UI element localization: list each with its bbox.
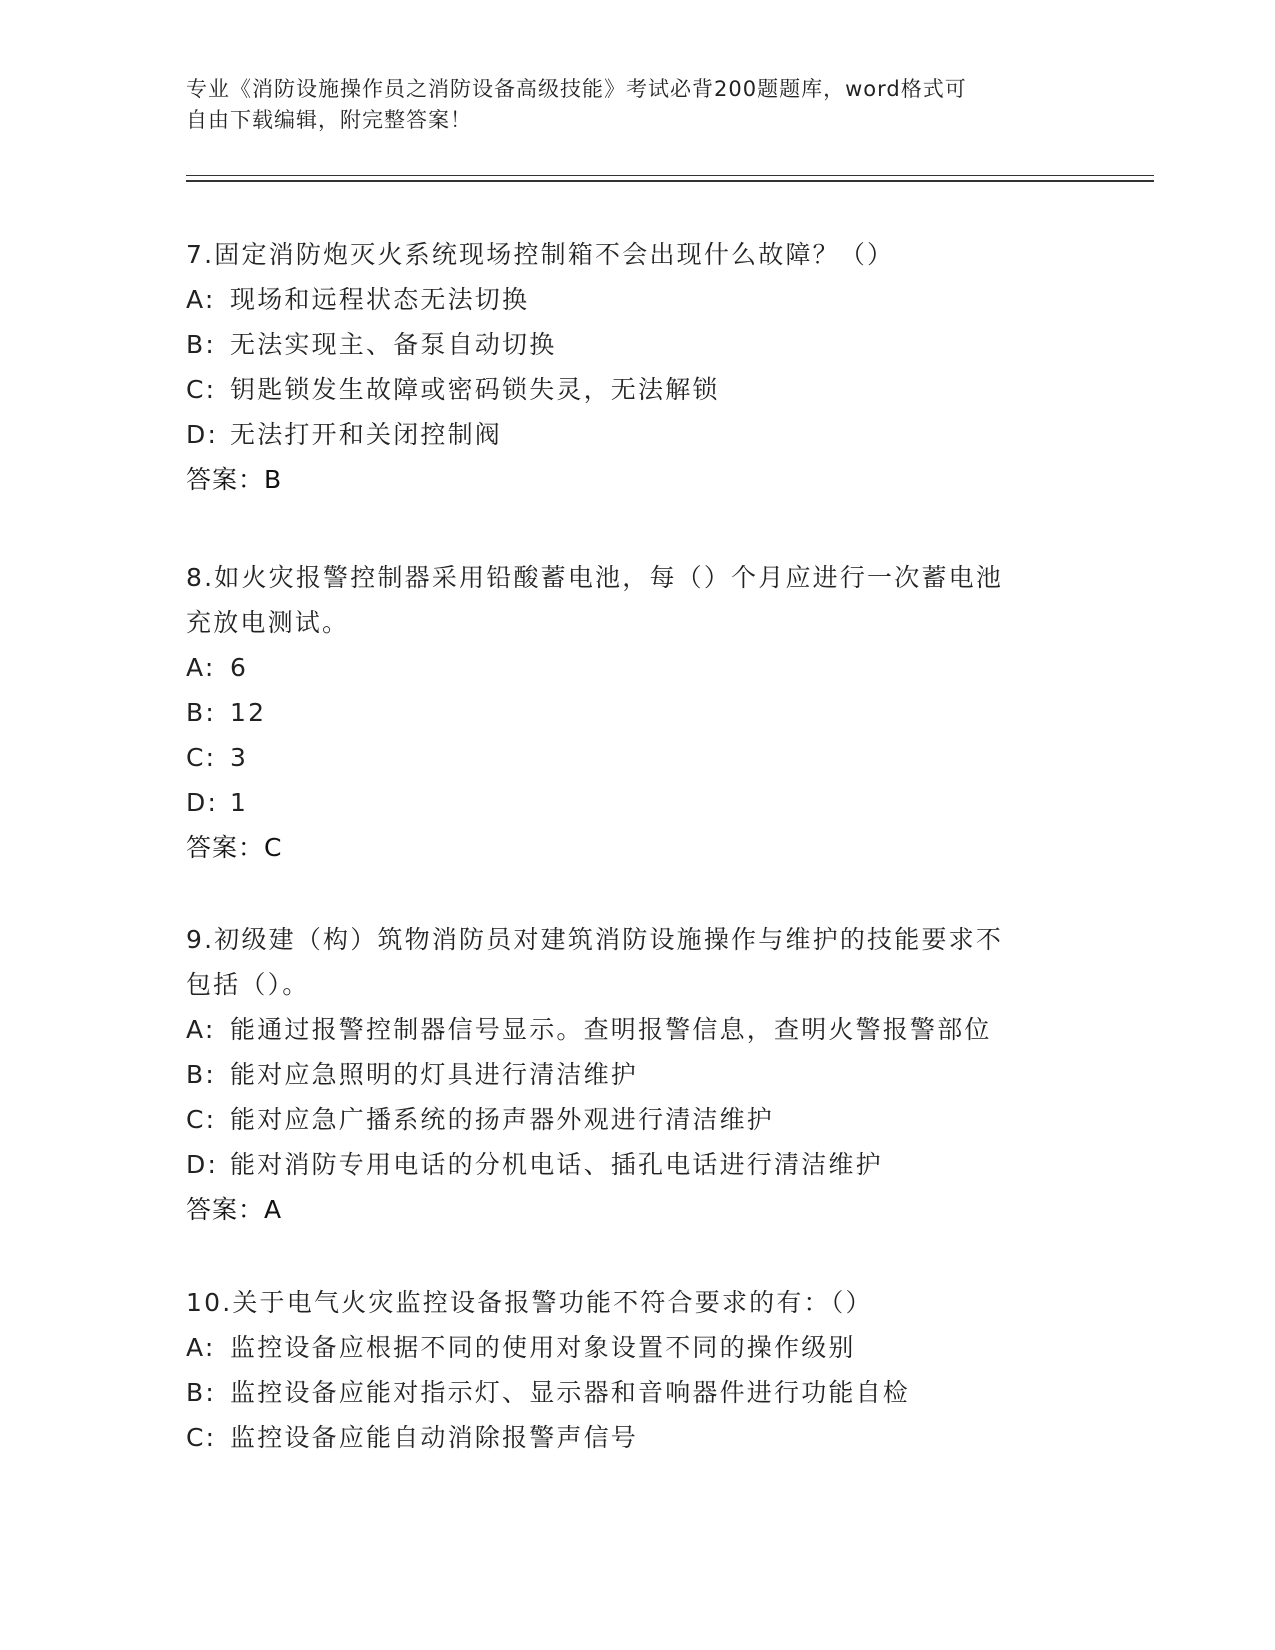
option-text: 能对消防专用电话的分机电话、插孔电话进行清洁维护 (230, 1150, 883, 1179)
option-key: A: (186, 1333, 216, 1362)
question-stem-line-1: 9.初级建（构）筑物消防员对建筑消防设施操作与维护的技能要求不 (186, 925, 1004, 954)
option-text: 3 (230, 743, 249, 772)
option-d (186, 780, 1066, 825)
option-key: B: (186, 1378, 216, 1407)
option-key: B: (186, 1060, 216, 1089)
answer-line: 答案：C (186, 833, 283, 862)
option-d (186, 412, 1066, 457)
option-c (186, 367, 1066, 412)
option-key: D: (186, 788, 219, 817)
option-key: C: (186, 375, 217, 404)
option-a (186, 1007, 1066, 1052)
option-key: C: (186, 743, 217, 772)
option-key: C: (186, 1105, 217, 1134)
header-line-1: 专业《消防设施操作员之消防设备高级技能》考试必背200题题库，word格式可 (186, 77, 967, 101)
question-10 (186, 1280, 1066, 1460)
option-b (186, 690, 1066, 735)
option-key: D: (186, 420, 219, 449)
option-text: 能通过报警控制器信号显示。查明报警信息，查明火警报警部位 (230, 1015, 992, 1044)
option-text: 能对应急广播系统的扬声器外观进行清洁维护 (230, 1105, 775, 1134)
option-a (186, 1325, 1066, 1370)
option-key: C: (186, 1423, 217, 1452)
option-key: D: (186, 1150, 219, 1179)
question-stem-line-1: 8.如火灾报警控制器采用铅酸蓄电池，每（）个月应进行一次蓄电池 (186, 563, 1004, 592)
option-text: 监控设备应能对指示灯、显示器和音响器件进行功能自检 (230, 1378, 911, 1407)
option-text: 钥匙锁发生故障或密码锁失灵，无法解锁 (230, 375, 720, 404)
header-divider-thick (186, 180, 1154, 182)
option-text: 监控设备应根据不同的使用对象设置不同的操作级别 (230, 1333, 856, 1362)
option-key: A: (186, 1015, 216, 1044)
option-key: A: (186, 653, 216, 682)
option-c (186, 1415, 1066, 1460)
option-text: 1 (230, 788, 249, 817)
option-b (186, 322, 1066, 367)
question-stem: 10.关于电气火灾监控设备报警功能不符合要求的有：（） (186, 1288, 873, 1317)
option-c (186, 1097, 1066, 1142)
question-9 (186, 917, 1066, 1232)
option-text: 6 (230, 653, 249, 682)
option-text: 现场和远程状态无法切换 (230, 285, 530, 314)
question-7 (186, 232, 1066, 502)
question-stem-line-2: 包括（）。 (186, 970, 310, 999)
question-stem: 7.固定消防炮灭火系统现场控制箱不会出现什么故障？（） (186, 240, 895, 269)
option-d (186, 1142, 1066, 1187)
option-key: B: (186, 330, 216, 359)
option-b (186, 1052, 1066, 1097)
question-8 (186, 555, 1066, 870)
option-b (186, 1370, 1066, 1415)
option-c (186, 735, 1066, 780)
option-key: B: (186, 698, 216, 727)
option-a (186, 645, 1066, 690)
header-line-2: 自由下载编辑，附完整答案！ (186, 108, 472, 132)
option-a (186, 277, 1066, 322)
answer-line: 答案：A (186, 1195, 283, 1224)
option-key: A: (186, 285, 216, 314)
header-divider-thin (186, 175, 1154, 176)
answer-line: 答案：B (186, 465, 283, 494)
question-stem-line-2: 充放电测试。 (186, 608, 350, 637)
document-header (186, 74, 1066, 136)
option-text: 无法实现主、备泵自动切换 (230, 330, 557, 359)
option-text: 12 (230, 698, 267, 727)
option-text: 无法打开和关闭控制阀 (230, 420, 503, 449)
option-text: 监控设备应能自动消除报警声信号 (230, 1423, 639, 1452)
option-text: 能对应急照明的灯具进行清洁维护 (230, 1060, 639, 1089)
